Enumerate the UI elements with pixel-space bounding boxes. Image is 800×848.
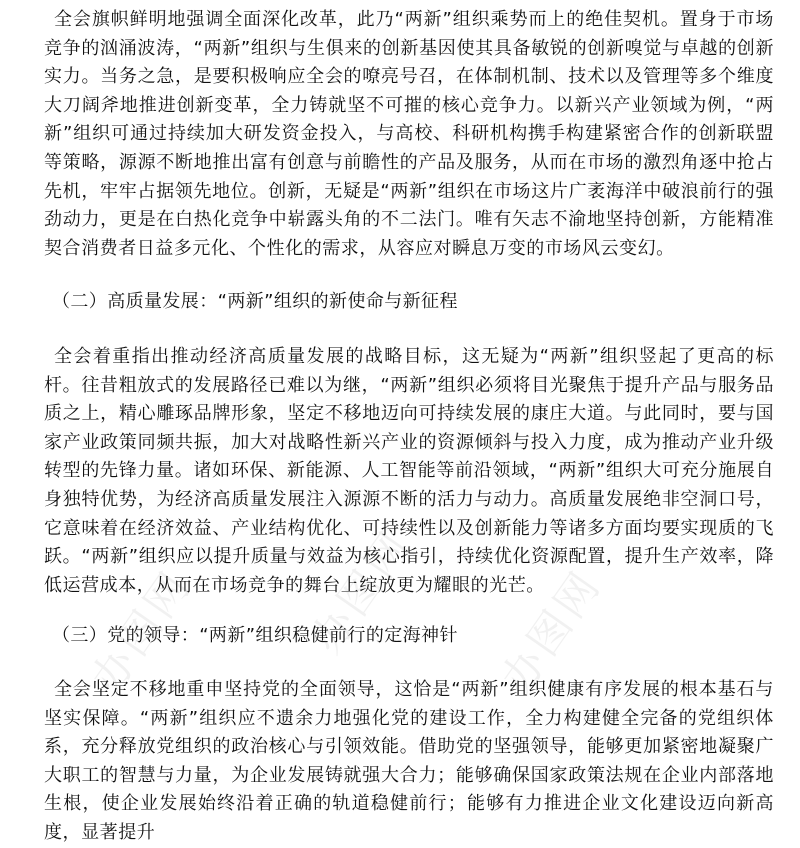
watermark: 办图网: [81, 560, 201, 703]
paragraph-high-quality-development: 全会着重指出推动经济高质量发展的战略目标，这无疑为“两新”组织竖起了更高的标杆。往昔粗放式的发展路径已难以为继，“两新”组织必须将目光聚焦于提升产品与服务品质之上，精心雕琢品牌形象，坚定不移地迈向可持续发展的康庄大道。与此同时，要与国家产业政策同频共振，加大对战略性新兴产业的资源倾斜与投入力度，成为推动产业升级转型的先锋力量。诸如环保、新能源、人工智能等前沿领域，“两新”组织大可充分施展自身独特优势，为经济高质量发展注入源源不断的活力与动力。高质量发展绝非空洞口号，它意味着在经济效益、产业结构优化、可持续性以及创新能力等诸多方面均要实现质的飞跃。“两新”组织应以提升质量与效益为核心指引，持续优化资源配置，提升生产效率，降低运营成本，从而在市场竞争的舞台上绽放更为耀眼的光芒。: [44, 346, 774, 596]
watermark: 办图网: [491, 560, 611, 703]
watermark: 办图网: [301, 520, 421, 663]
paragraph-party-leadership: 全会坚定不移地重申坚持党的全面领导，这恰是“两新”组织健康有序发展的根本基石与坚实保障。“两新”组织应不遗余力地强化党的建设工作，全力构建健全完备的党组织体系，充分释放党组织的政治核心与引领效能。借助党的坚强领导，能够更加紧密地凝聚广大职工的智慧与力量，为企业发展铸就强大合力；能够确保国家政策法规在企业内部落地生根，使企业发展始终沿着正确的轨道稳健前行；能够有力推进企业文化建设迈向新高度，显著提升: [44, 679, 774, 843]
section-heading-party-leadership: （三）党的领导：“两新”组织稳健前行的定海神针: [52, 625, 458, 646]
paragraph-reform-innovation: 全会旗帜鲜明地强调全面深化改革，此乃“两新”组织乘势而上的绝佳契机。置身于市场竞争的汹涌波涛，“两新”组织与生俱来的创新基因使其具备敏锐的创新嗅觉与卓越的创新实力。当务之急，是要积极响应全会的嘹亮号召，在体制机制、技术以及管理等多个维度大刀阔斧地推进创新变革，全力铸就坚不可摧的核心竞争力。以新兴产业领域为例，“两新”组织可通过持续加大研发资金投入，与高校、科研机构携手构建紧密合作的创新联盟等策略，源源不断地推出富有创意与前瞻性的产品及服务，从而在市场的激烈角逐中抢占先机，牢牢占据领先地位。创新，无疑是“两新”组织在市场这片广袤海洋中破浪前行的强劲动力，更是在白热化竞争中崭露头角的不二法门。唯有矢志不渝地坚持创新，方能精准契合消费者日益多元化、个性化的需求，从容应对瞬息万变的市场风云变幻。: [44, 9, 774, 259]
section-heading-high-quality-development: （二）高质量发展：“两新”组织的新使命与新征程: [52, 291, 458, 312]
